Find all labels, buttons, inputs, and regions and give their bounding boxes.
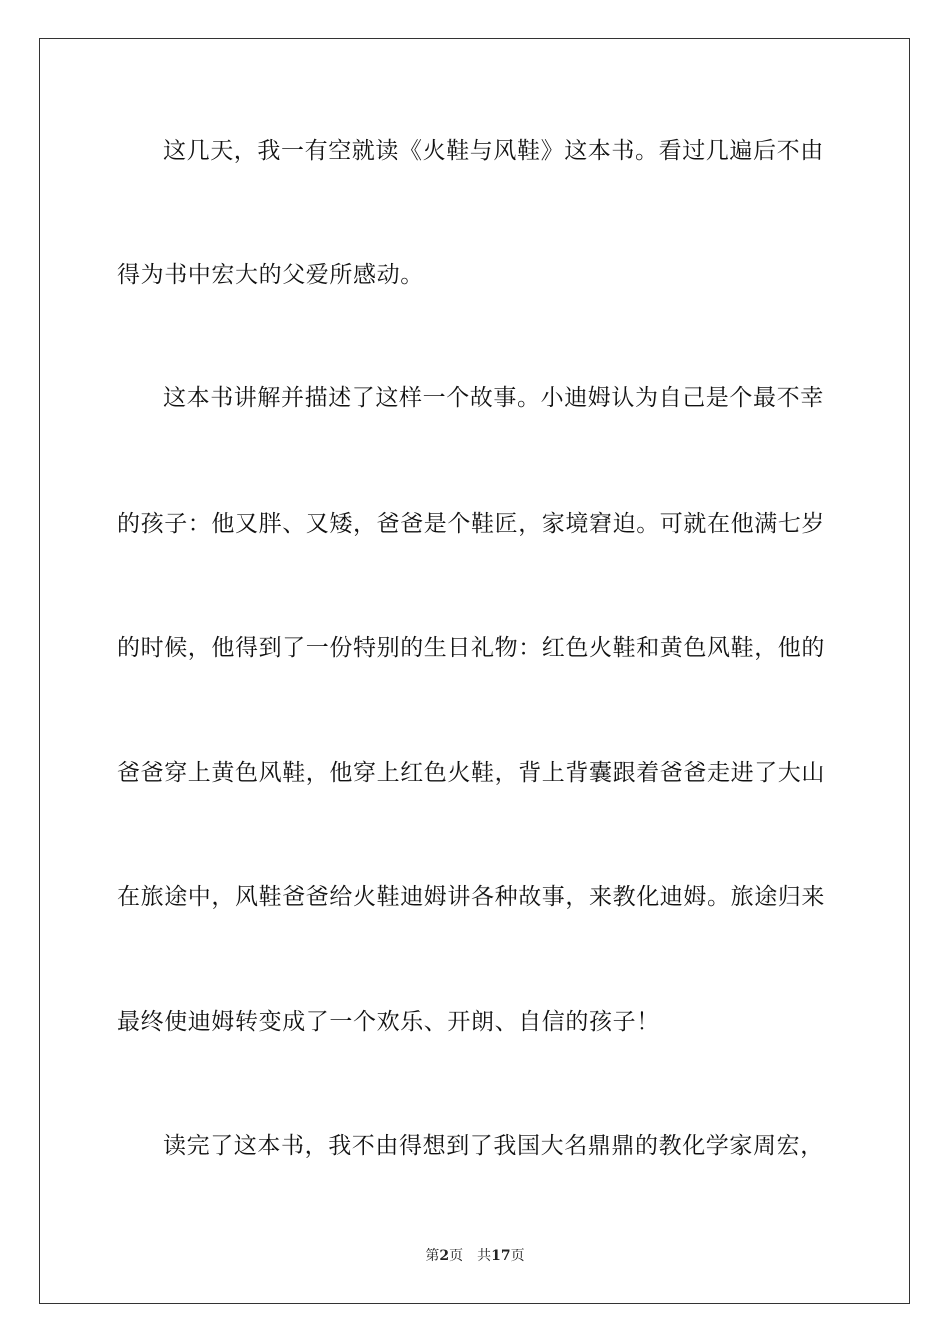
page-prefix: 第 — [425, 1248, 440, 1264]
paragraph-2-line-5: 在旅途中，风鞋爸爸给火鞋迪姆讲各种故事，来教化迪姆。旅途归来 — [117, 884, 825, 910]
page-number: 2 — [439, 1248, 450, 1264]
total-prefix: 共 — [477, 1248, 492, 1264]
total-suffix: 页 — [510, 1248, 525, 1264]
paragraph-3-line-1: 读完了这本书，我不由得想到了我国大名鼎鼎的教化学家周宏， — [163, 1133, 824, 1159]
total-pages: 17 — [491, 1248, 511, 1264]
paragraph-2-line-6: 最终使迪姆转变成了一个欢乐、开朗、自信的孩子！ — [117, 1009, 660, 1035]
page-suffix: 页 — [449, 1248, 464, 1264]
paragraph-2-line-3: 的时候，他得到了一份特别的生日礼物：红色火鞋和黄色风鞋，他的 — [117, 635, 825, 661]
paragraph-2-line-2: 的孩子：他又胖、又矮，爸爸是个鞋匠，家境窘迫。可就在他满七岁 — [117, 511, 825, 537]
paragraph-1-line-2: 得为书中宏大的父爱所感动。 — [117, 262, 424, 288]
paragraph-2-line-4: 爸爸穿上黄色风鞋，他穿上红色火鞋，背上背囊跟着爸爸走进了大山 — [117, 760, 825, 786]
page-footer — [0, 1246, 950, 1266]
page-border — [39, 38, 910, 1304]
paragraph-2-line-1: 这本书讲解并描述了这样一个故事。小迪姆认为自己是个最不幸 — [163, 385, 824, 411]
paragraph-1-line-1: 这几天，我一有空就读《火鞋与风鞋》这本书。看过几遍后不由 — [163, 138, 824, 164]
